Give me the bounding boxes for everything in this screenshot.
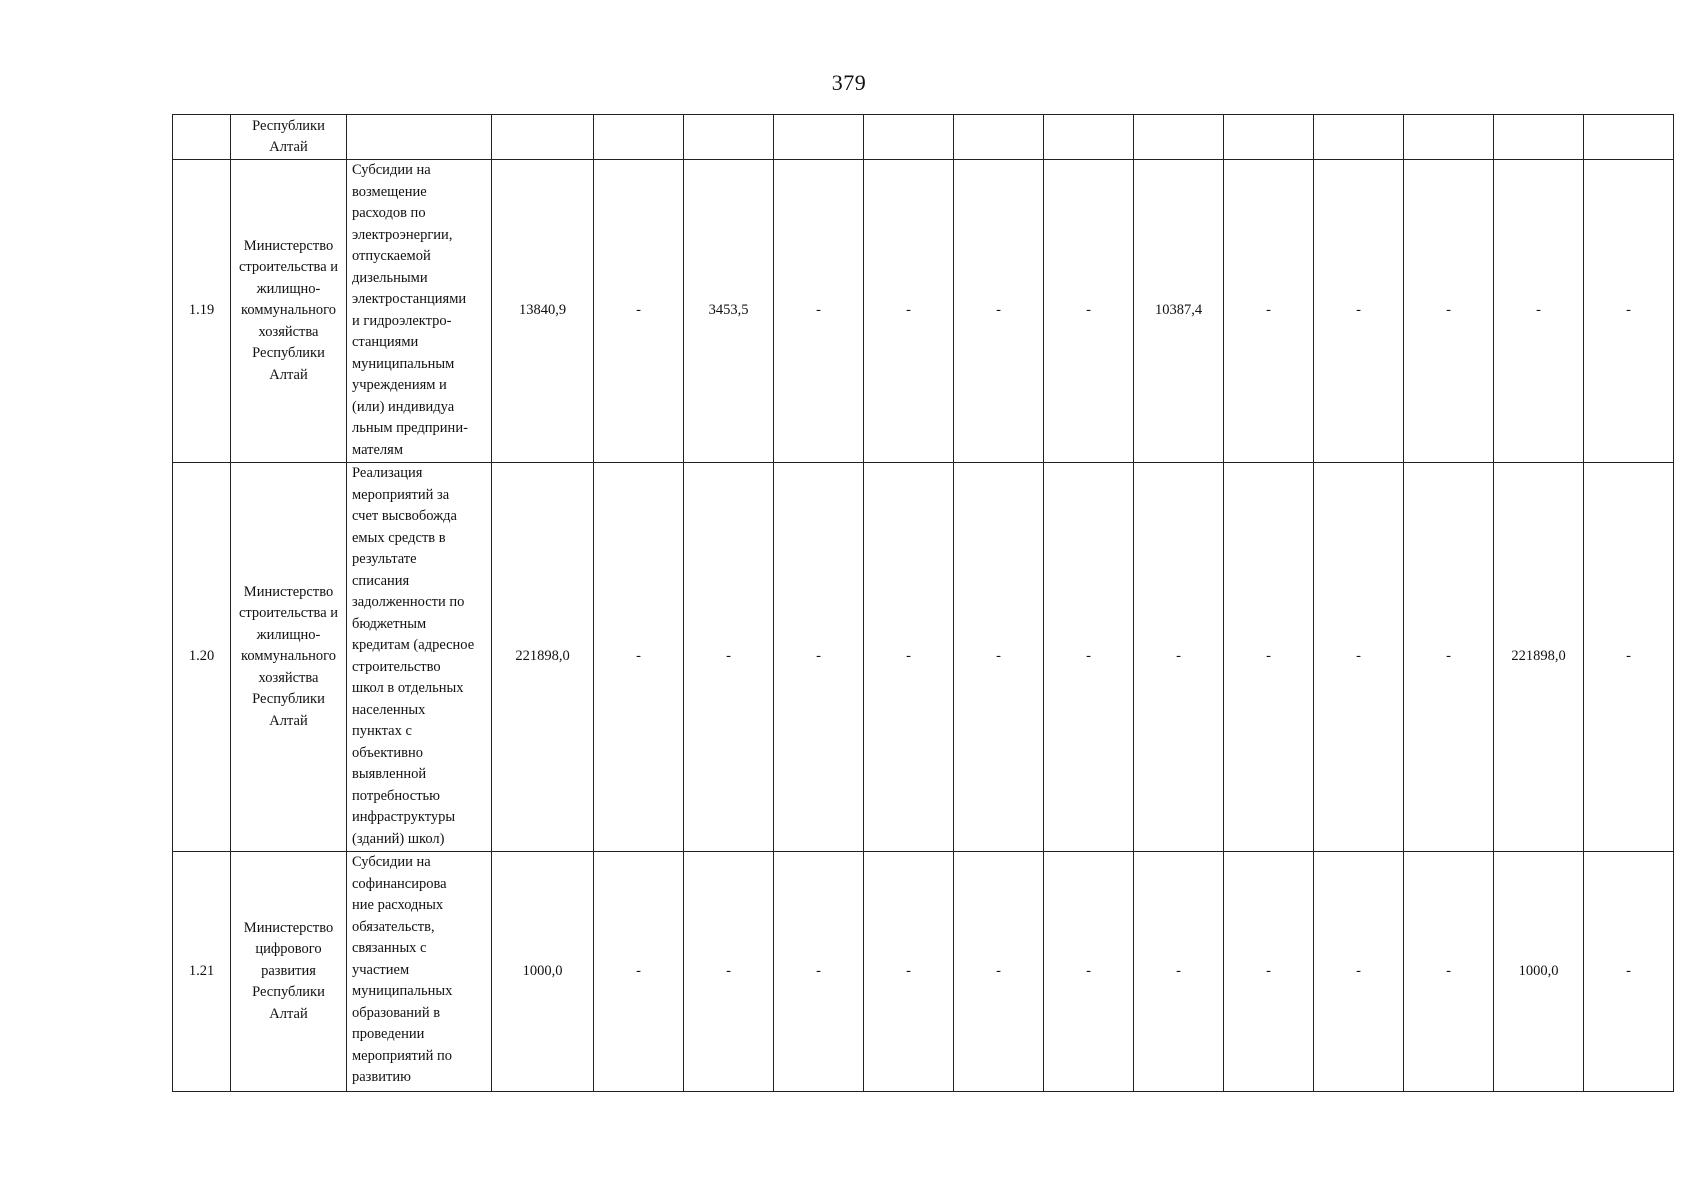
amount-cell bbox=[1224, 160, 1314, 463]
table-row bbox=[173, 160, 1674, 463]
amount-cell bbox=[1494, 115, 1584, 160]
amount-cell bbox=[1584, 852, 1674, 1092]
amount-cell bbox=[1224, 463, 1314, 852]
amount-cell bbox=[1314, 115, 1404, 160]
amount-cell-text: - bbox=[1176, 962, 1181, 979]
amount-cell bbox=[1404, 160, 1494, 463]
organization-cell bbox=[231, 115, 347, 160]
amount-cell-text: 1000,0 bbox=[522, 962, 563, 979]
amount-cell bbox=[774, 852, 864, 1092]
amount-cell bbox=[1404, 115, 1494, 160]
amount-cell bbox=[492, 852, 594, 1092]
amount-cell bbox=[954, 463, 1044, 852]
amount-cell bbox=[864, 160, 954, 463]
organization-cell-text: Министерство строительства и жилищно- коммунального хозяйства Республики Алтай bbox=[238, 237, 339, 383]
organization-cell bbox=[231, 463, 347, 852]
page-number: 379 bbox=[831, 70, 867, 95]
amount-cell bbox=[1134, 160, 1224, 463]
amount-cell-text: - bbox=[816, 302, 821, 319]
amount-cell bbox=[1044, 115, 1134, 160]
description-cell bbox=[347, 463, 492, 852]
amount-cell-text: - bbox=[726, 962, 731, 979]
amount-cell bbox=[1044, 463, 1134, 852]
row-number-cell bbox=[173, 115, 231, 160]
amount-cell-text: - bbox=[1626, 962, 1631, 979]
amount-cell-text: - bbox=[1446, 648, 1451, 665]
amount-cell bbox=[684, 463, 774, 852]
amount-cell bbox=[864, 115, 954, 160]
amount-cell bbox=[684, 115, 774, 160]
amount-cell bbox=[1224, 115, 1314, 160]
amount-cell bbox=[1494, 160, 1584, 463]
amount-cell-text: 10387,4 bbox=[1154, 302, 1203, 319]
amount-cell bbox=[492, 160, 594, 463]
amount-cell-text: - bbox=[1086, 648, 1091, 665]
amount-cell bbox=[864, 852, 954, 1092]
amount-cell-text: - bbox=[1356, 648, 1361, 665]
amount-cell-text: 221898,0 bbox=[515, 648, 570, 665]
description-cell bbox=[347, 160, 492, 463]
amount-cell bbox=[1134, 115, 1224, 160]
amount-cell bbox=[1044, 160, 1134, 463]
amount-cell-text: - bbox=[636, 962, 641, 979]
organization-cell bbox=[231, 852, 347, 1092]
amount-cell bbox=[1134, 463, 1224, 852]
amount-cell-text: 13840,9 bbox=[518, 302, 567, 319]
amount-cell bbox=[954, 115, 1044, 160]
amount-cell bbox=[1404, 463, 1494, 852]
budget-table bbox=[172, 114, 1674, 1092]
amount-cell-text: - bbox=[1266, 648, 1271, 665]
amount-cell bbox=[1584, 160, 1674, 463]
amount-cell bbox=[1584, 115, 1674, 160]
amount-cell bbox=[1404, 852, 1494, 1092]
amount-cell bbox=[1494, 852, 1584, 1092]
amount-cell-text: - bbox=[1626, 648, 1631, 665]
amount-cell bbox=[954, 160, 1044, 463]
amount-cell bbox=[594, 852, 684, 1092]
organization-cell bbox=[231, 160, 347, 463]
table-row bbox=[173, 852, 1674, 1092]
amount-cell-text: - bbox=[1086, 302, 1091, 319]
amount-cell-text: - bbox=[816, 962, 821, 979]
organization-cell-text: Республики Алтай bbox=[252, 117, 325, 155]
row-number-cell bbox=[173, 463, 231, 852]
amount-cell-text: - bbox=[1086, 962, 1091, 979]
amount-cell-text: - bbox=[1536, 302, 1541, 319]
amount-cell bbox=[594, 115, 684, 160]
row-number-cell-text: 1.19 bbox=[188, 302, 215, 319]
row-number-cell bbox=[173, 852, 231, 1092]
amount-cell-text: - bbox=[1176, 648, 1181, 665]
amount-cell bbox=[774, 160, 864, 463]
amount-cell bbox=[1224, 852, 1314, 1092]
description-cell-text: Субсидии на возмещение расходов по электроэнергии, отпускаемой дизельными электростанциями и гидроэлектро- станциями муниципальным учреждениям и (или) индивидуа льным предприни- мателям bbox=[352, 162, 468, 458]
amount-cell-text: - bbox=[726, 648, 731, 665]
amount-cell bbox=[1314, 160, 1404, 463]
description-cell bbox=[347, 852, 492, 1092]
amount-cell-text: 221898,0 bbox=[1511, 648, 1566, 665]
amount-cell bbox=[492, 463, 594, 852]
amount-cell-text: - bbox=[906, 962, 911, 979]
amount-cell-text: - bbox=[1266, 302, 1271, 319]
amount-cell bbox=[1494, 463, 1584, 852]
amount-cell-text: - bbox=[1356, 962, 1361, 979]
amount-cell bbox=[1314, 852, 1404, 1092]
amount-cell-text: - bbox=[996, 962, 1001, 979]
row-number-cell-text: 1.20 bbox=[188, 648, 215, 665]
row-number-cell bbox=[173, 160, 231, 463]
amount-cell bbox=[774, 463, 864, 852]
amount-cell bbox=[1134, 852, 1224, 1092]
amount-cell bbox=[684, 160, 774, 463]
organization-cell-text: Министерство цифрового развития Республики Алтай bbox=[243, 919, 334, 1022]
amount-cell-text: 1000,0 bbox=[1518, 962, 1559, 979]
amount-cell bbox=[1584, 463, 1674, 852]
table-row bbox=[173, 463, 1674, 852]
amount-cell bbox=[1044, 852, 1134, 1092]
amount-cell bbox=[492, 115, 594, 160]
row-number-cell-text: 1.21 bbox=[188, 962, 215, 979]
amount-cell-text: - bbox=[906, 648, 911, 665]
amount-cell bbox=[864, 463, 954, 852]
amount-cell bbox=[1314, 463, 1404, 852]
amount-cell-text: - bbox=[996, 648, 1001, 665]
amount-cell-text: - bbox=[1446, 962, 1451, 979]
amount-cell-text: 3453,5 bbox=[708, 302, 749, 319]
amount-cell-text: - bbox=[816, 648, 821, 665]
amount-cell bbox=[594, 463, 684, 852]
amount-cell bbox=[594, 160, 684, 463]
amount-cell bbox=[774, 115, 864, 160]
amount-cell-text: - bbox=[1626, 302, 1631, 319]
amount-cell-text: - bbox=[636, 302, 641, 319]
amount-cell-text: - bbox=[1266, 962, 1271, 979]
description-cell bbox=[347, 115, 492, 160]
amount-cell-text: - bbox=[1446, 302, 1451, 319]
table-row bbox=[173, 115, 1674, 160]
amount-cell-text: - bbox=[906, 302, 911, 319]
amount-cell bbox=[954, 852, 1044, 1092]
amount-cell bbox=[684, 852, 774, 1092]
description-cell-text: Реализация мероприятий за счет высвобожда емых средств в результате списания задолженности по бюджетным кредитам (адресное строительство школ в отдельных населенных пунктах с объективно выявленной потребностью инфраструктуры (зданий) школ) bbox=[352, 465, 475, 847]
organization-cell-text: Министерство строительства и жилищно- коммунального хозяйства Республики Алтай bbox=[238, 583, 339, 729]
amount-cell-text: - bbox=[1356, 302, 1361, 319]
amount-cell-text: - bbox=[636, 648, 641, 665]
description-cell-text: Субсидии на софинансирова ние расходных обязательств, связанных с участием муниципальных образований в проведении мероприятий по развитию bbox=[352, 854, 453, 1085]
amount-cell-text: - bbox=[996, 302, 1001, 319]
